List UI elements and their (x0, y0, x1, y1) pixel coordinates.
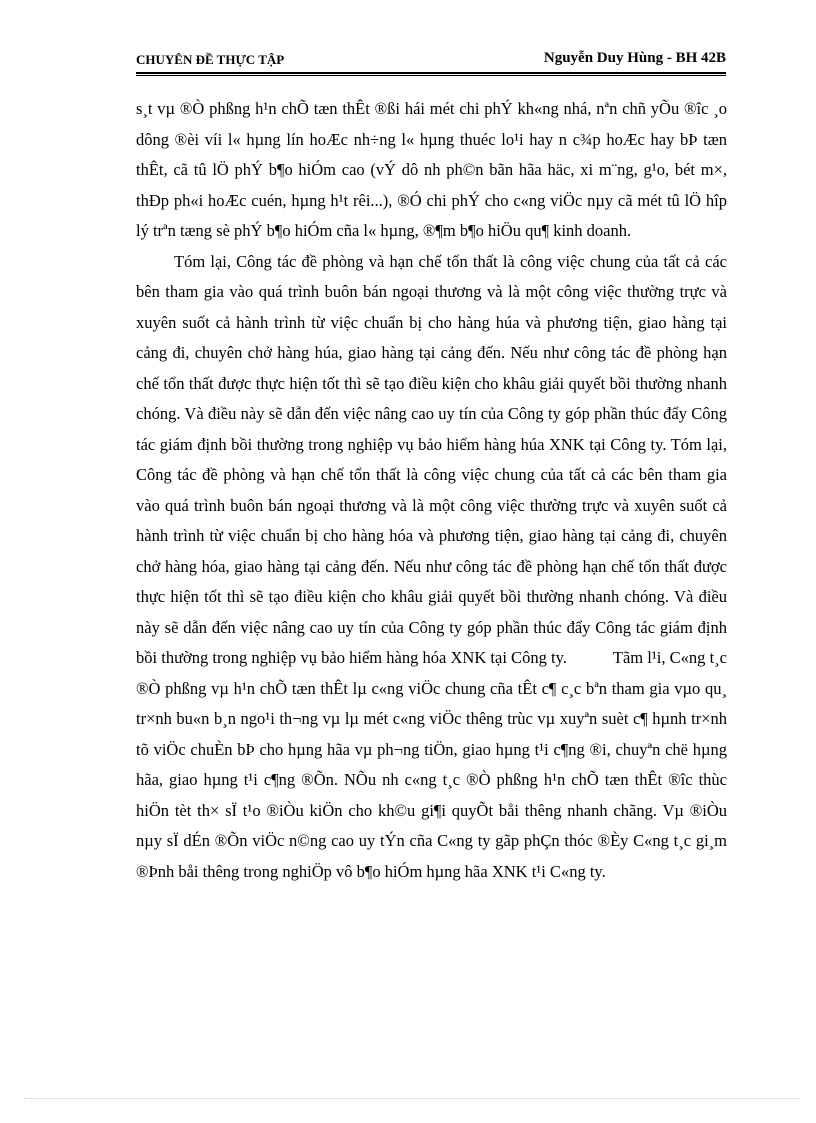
header-divider (136, 72, 726, 76)
page-bottom-divider (24, 1098, 800, 1099)
paragraph-2-tail: Tãm l¹i, C«ng t¸c ®Ò phßng vµ h¹n chÕ tæn thÊt lµ c«ng viÖc chung cña tÊt c¶ c¸c bªn tham gia vµo qu¸ tr×nh bu«n b¸n ngo¹i th¬ng vµ lµ mét c«ng viÖc thêng trùc vµ xuyªn suèt c¶ hµnh tr×nh tõ viÖc chuÈn bÞ cho hµng hãa vµ ph¬ng tiÖn, giao hµng t¹i c¶ng ®i, chuyªn chë hµng hãa, giao hµng t¹i c¶ng ®Õn. NÕu nh c«ng t¸c ®Ò phßng h¹n chÕ tæn thÊt ®îc thùc hiÖn tèt th× sÏ t¹o ®iÒu kiÖn cho kh©u gi¶i quyÕt båi thêng nhanh chãng. Vµ ®iÒu nµy sÏ dÉn ®Õn viÖc n©ng cao uy tÝn cña C«ng ty gãp phÇn thóc ®Èy C«ng t¸c gi¸m ®Þnh båi thêng trong nghiÖp vô b¶o hiÓm hµng hãa XNK t¹i C«ng ty. (136, 648, 727, 881)
paragraph-2-main: Tóm lại, Công tác đề phòng và hạn chế tổn thất là công việc chung của tất cả các bên tham gia vào quá trình buôn bán ngoại thương và là một công việc thường trực và xuyên suốt cả hành trình từ việc chuẩn bị cho hàng húa và phương tiện, giao hàng tại cảng đi, chuyên chở hàng húa, giao hàng tại cảng đến. Nếu như công tác đề phòng hạn chế tổn thất được thực hiện tốt thì sẽ tạo điều kiện cho khâu giải quyết bồi thường nhanh chóng. Và điều này sẽ dẫn đến việc nâng cao uy tín của Công ty góp phần thúc đẩy Công tác giám định bồi thường trong nghiệp vụ bảo hiểm hàng húa XNK tại Công ty. Tóm lại, Công tác đề phòng và hạn chế tổn thất là công việc chung của tất cả các bên tham gia vào quá trình buôn bán ngoại thương và là một công việc thường trực và xuyên suốt cả hành trình từ việc chuẩn bị cho hàng hóa và phương tiện, giao hàng tại cảng đi, chuyên chở hàng hóa, giao hàng tại cảng đến. Nếu như công tác đề phòng hạn chế tổn thất được thực hiện tốt thì sẽ tạo điều kiện cho khâu giải quyết bồi thường nhanh chóng. Và điều này sẽ dẫn đến việc nâng cao uy tín của Công ty góp phần thúc đẩy Công tác giám định bồi thường trong nghiệp vụ bảo hiểm hàng hóa XNK tại Công ty. (136, 251, 727, 667)
paragraph-1: s¸t vµ ®Ò phßng h¹n chÕ tæn thÊt ®ßi hái mét chi phÝ kh«ng nhá, nªn chñ yÕu ®îc ¸o dông ®èi víi l« hµng lín hoÆc nh÷ng l« hµng thuéc lo¹i hay n c¾p hoÆc hay bÞ tæn thÊt, cã tû lÖ phÝ b¶o hiÓm cao (vÝ dô nh ph©n bãn hãa häc, xi m¨ng, g¹o, bét m×, thÐp ph«i hoÆc cuén, hµng h¹t rêi...), ®Ó chi phÝ cho c«ng viÖc nµy cã mét tû lÖ hîp lý trªn tæng sè phÝ b¶o hiÓm cña l« hµng, ®¶m b¶o hiÖu qu¶ kinh doanh. (136, 99, 727, 240)
header-author: Nguyễn Duy Hùng - BH 42B (543, 50, 726, 66)
document-body (136, 94, 727, 887)
header-title: CHUYÊN ĐỀ THỰC TẬP (136, 52, 285, 67)
page-header (136, 50, 726, 72)
paragraph-2 (136, 247, 727, 888)
